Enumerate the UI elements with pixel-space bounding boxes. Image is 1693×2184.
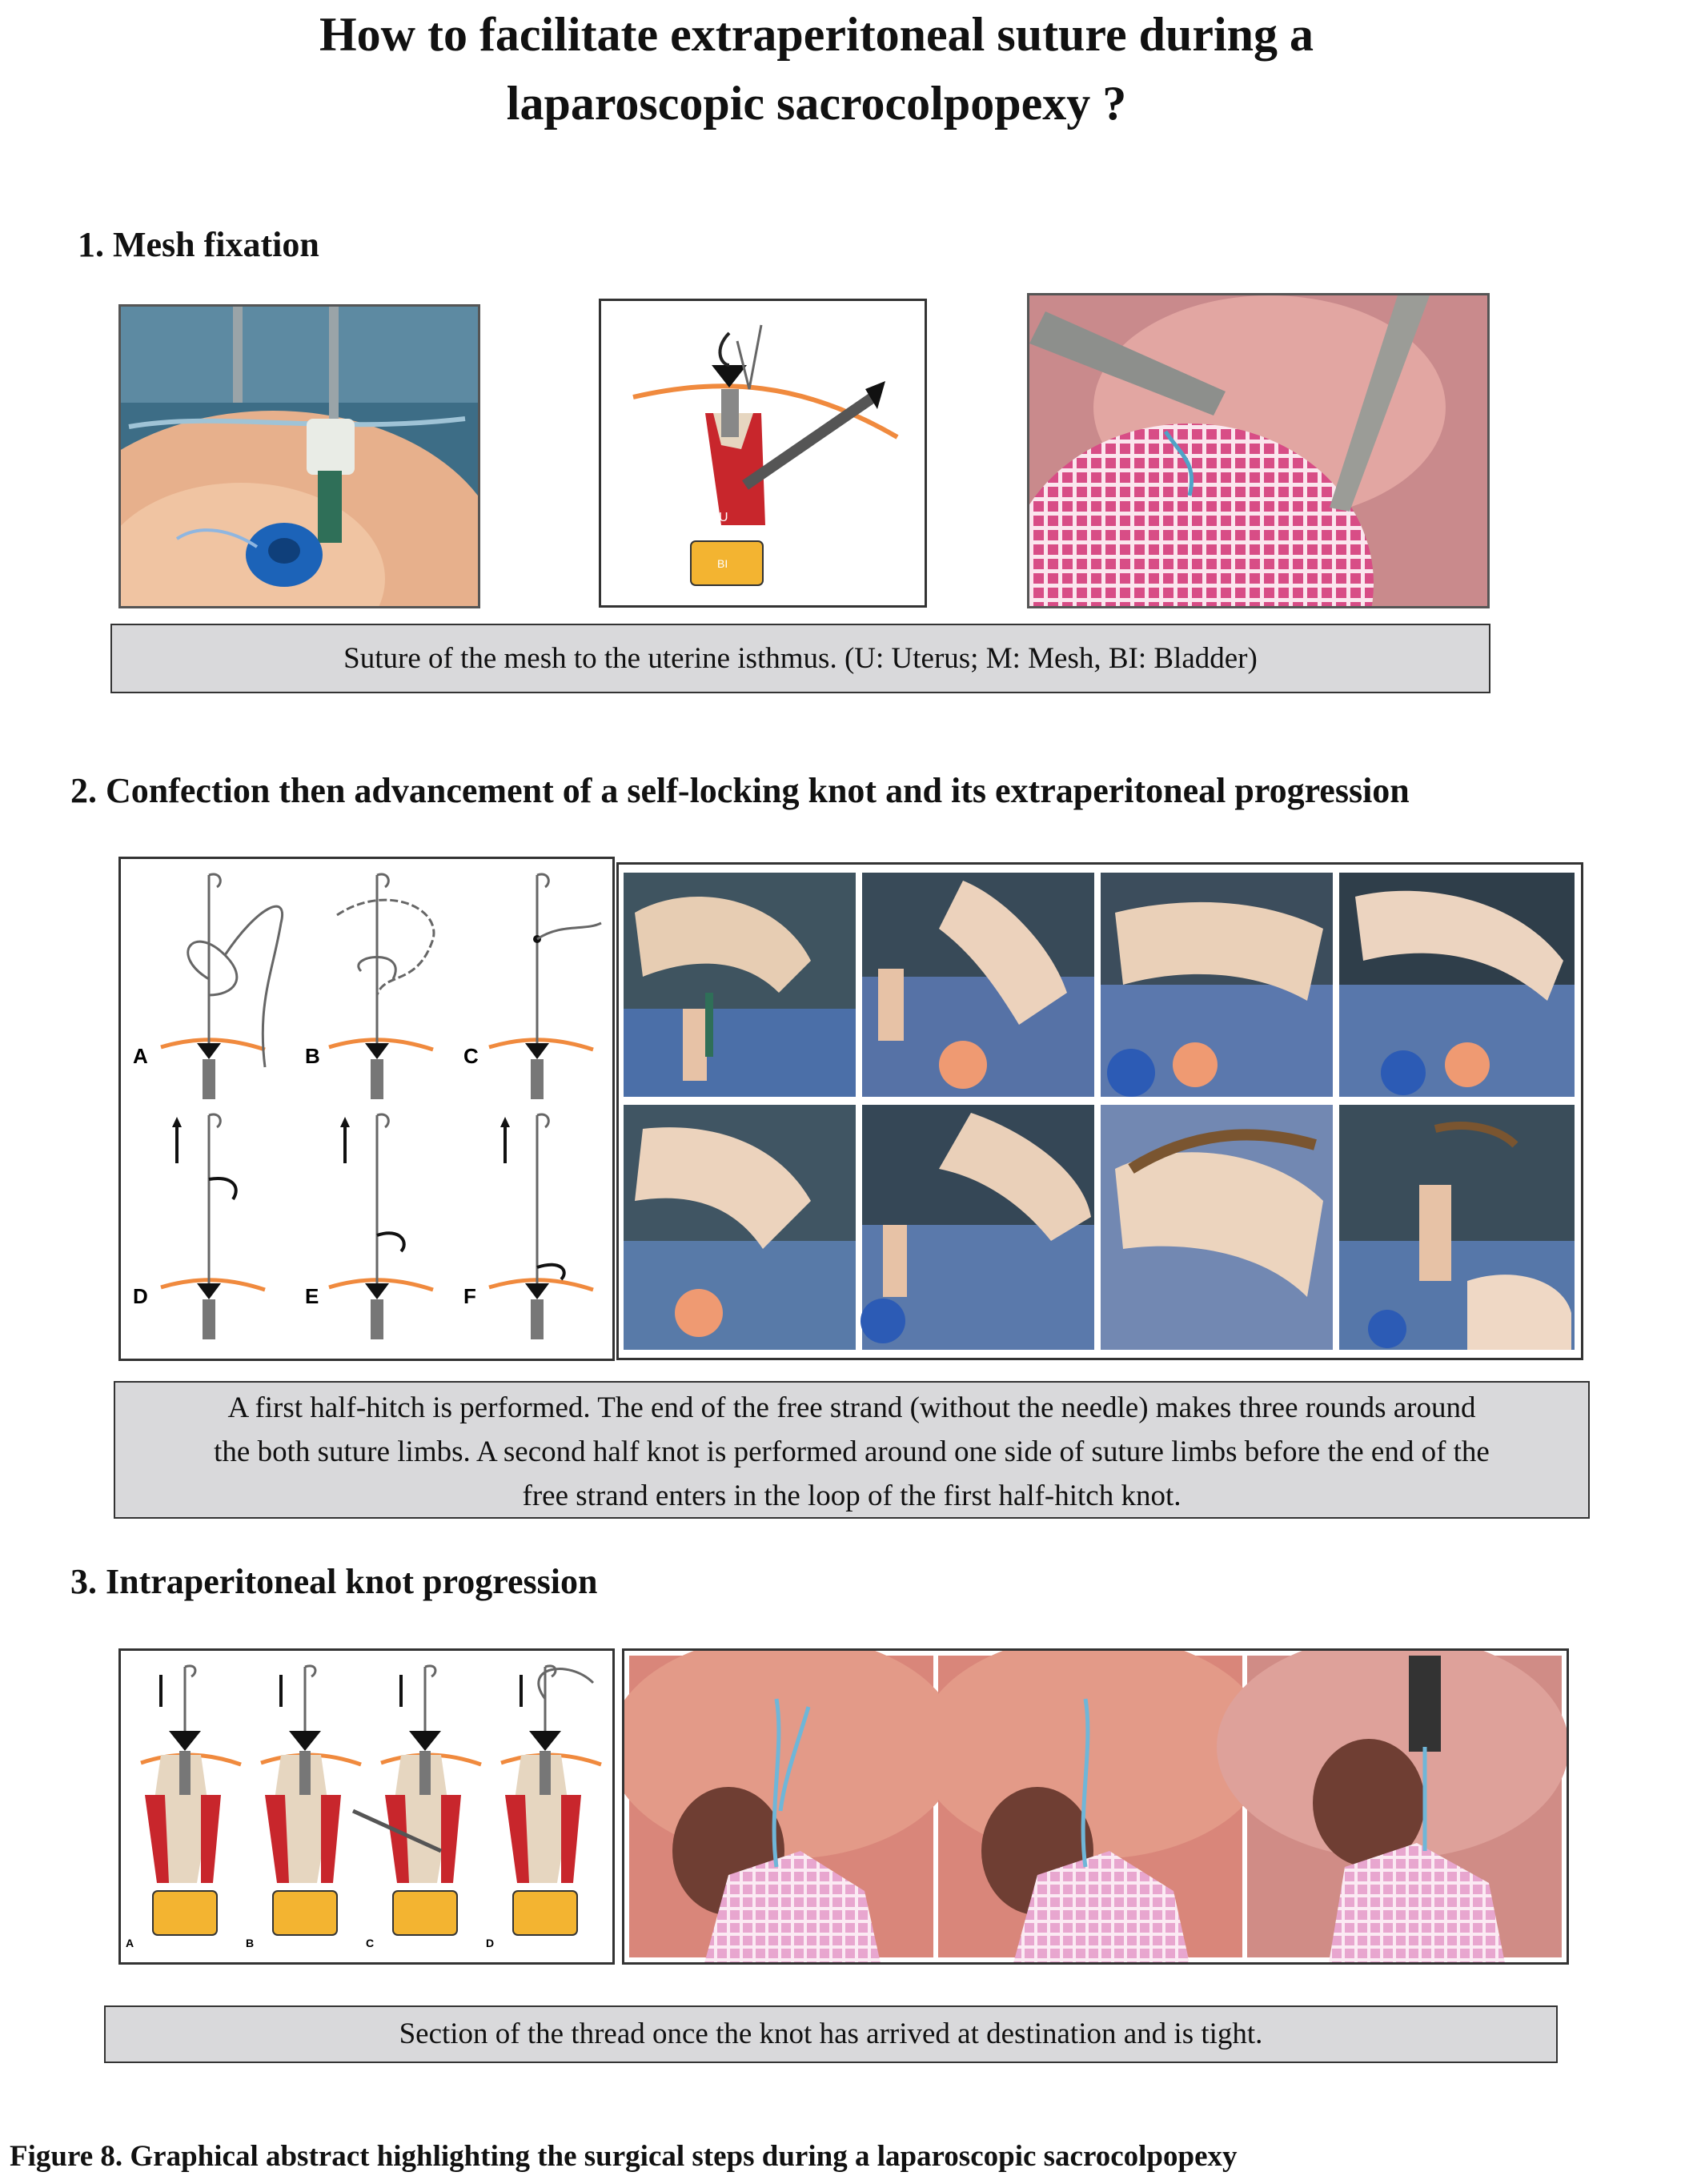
panel-letter-b: B [305, 1044, 320, 1068]
section-2-caption-line-3: free strand enters in the loop of the first half-hitch knot. [522, 1479, 1181, 1512]
title-line-1: How to facilitate extraperitoneal suture during a [319, 8, 1314, 61]
figure-caption: Figure 8. Graphical abstract highlighting the surgical steps during a laparoscopic sacrocolpopexy [10, 2140, 1238, 2173]
progression-letter-b: B [246, 1937, 255, 1949]
section-3-caption: Section of the thread once the knot has arrived at destination and is tight. [104, 2005, 1558, 2063]
page-title [0, 0, 1633, 138]
label-bladder: BI [717, 557, 728, 570]
photo-strip-knot-progression [622, 1648, 1569, 1965]
section-1-heading: 1. Mesh fixation [78, 225, 319, 264]
section-2-heading: 2. Confection then advancement of a self-locking knot and its extraperitoneal progression [70, 771, 1410, 810]
section-1-caption: Suture of the mesh to the uterine isthmus. (U: Uterus; M: Mesh, BI: Bladder) [110, 624, 1490, 693]
section-2-caption-line-1: A first half-hitch is performed. The end of the free strand (without the needle) makes three rounds around [227, 1391, 1476, 1424]
photo-laparoscopic-mesh [1027, 293, 1490, 608]
section-2-caption [114, 1381, 1590, 1519]
panel-letter-f: F [463, 1284, 476, 1308]
panel-letter-d: D [133, 1284, 148, 1308]
diagram-mesh-suture [599, 299, 927, 608]
section-2-caption-line-2: the both suture limbs. A second half knot is performed around one side of suture limbs before the end of the [214, 1435, 1490, 1468]
photo-abdominal-trocars [118, 304, 480, 608]
panel-letter-e: E [305, 1284, 319, 1308]
photo-grid-knot-steps [616, 862, 1583, 1360]
section-3-heading: 3. Intraperitoneal knot progression [70, 1562, 598, 1601]
progression-letter-c: C [366, 1937, 375, 1949]
label-uterus: U [719, 511, 728, 524]
title-line-2: laparoscopic sacrocolpopexy ? [506, 77, 1127, 130]
diagram-knot-progression [118, 1648, 615, 1965]
panel-letter-c: C [463, 1044, 479, 1068]
panel-letter-a: A [133, 1044, 148, 1068]
progression-letter-a: A [126, 1937, 134, 1949]
progression-letter-d: D [486, 1937, 495, 1949]
diagram-knot-steps [118, 857, 615, 1361]
